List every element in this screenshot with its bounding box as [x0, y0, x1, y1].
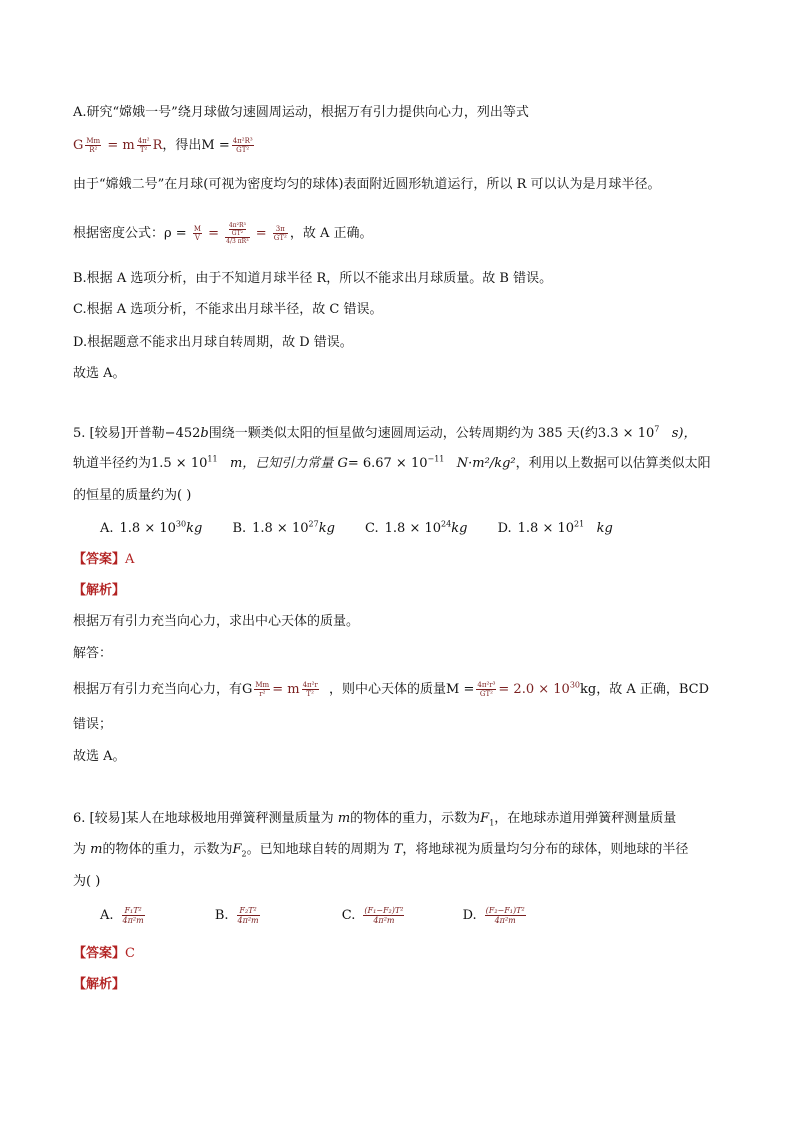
q6-line1-b: 的物体的重力，示数为	[350, 811, 481, 826]
q5-option-d-label: D.	[497, 521, 512, 536]
q5-solution-line-2: 错误；	[73, 717, 113, 732]
q5-sol-a: 根据万有引力充当向心力，有G	[73, 682, 253, 697]
q5-analysis-label: 【解析】	[73, 583, 126, 598]
s4-density-equation	[73, 222, 373, 245]
q6-line2-t: T	[393, 842, 403, 857]
q6-line2-f: F	[232, 842, 242, 857]
q6-option-d-frac	[485, 906, 526, 925]
q6-answer	[73, 945, 135, 963]
q6-options	[100, 906, 554, 925]
q5-analysis-text: 根据万有引力充当向心力，求出中心天体的质量。	[73, 614, 360, 629]
q5-line1-a: 5. [较易]开普勒−452	[73, 426, 201, 441]
q6-option-a-frac	[122, 906, 145, 925]
q5-stem-line-3: 的恒星的质量约为( )	[73, 488, 192, 503]
q5-line2-a: 轨道半径约为1.5 × 10	[73, 456, 208, 471]
q5-answer	[73, 551, 134, 569]
eq1-frac1-num: Mm	[86, 137, 101, 145]
eq1-mid: ，得出M =	[162, 138, 230, 153]
q5-sol-f1-num: Mm	[255, 681, 270, 689]
density-f1-den: V	[193, 233, 202, 242]
q6-option-b-num: F₂T²	[239, 906, 257, 915]
q5-option-d-base: 1.8 × 10	[517, 521, 575, 536]
q5-option-c-base: 1.8 × 10	[384, 521, 442, 536]
q6-answer-value: C	[125, 946, 135, 961]
q6-analysis-label: 【解析】	[73, 977, 126, 992]
q5-sol-b: ，则中心天体的质量M =	[329, 682, 475, 697]
s4-radius-text: 由于“嫦娥二号”在月球(可视为密度均匀的球体)表面附近圆形轨道运行，所以 R 可以认为是月球半径。	[73, 177, 661, 192]
q5-option-a-label: A.	[100, 521, 114, 536]
q5-line2-b: m，已知引力常量	[229, 456, 338, 471]
q5-stem-line-2	[73, 455, 711, 473]
q5-stem-line-1	[73, 425, 697, 443]
q6-line2-d: ，将地球视为质量均匀分布的球体，则地球的半径	[402, 842, 689, 857]
q5-option-b-label: B.	[232, 521, 247, 536]
q5-option-a[interactable]	[100, 520, 202, 538]
eq1-frac-result	[232, 137, 254, 154]
q5-option-c[interactable]	[365, 520, 467, 538]
q5-line1-d: s)，	[671, 426, 697, 441]
q5-option-c-exp: 24	[441, 519, 452, 529]
q5-answer-label: 【答案】	[73, 552, 126, 567]
q6-line1-f: F	[480, 811, 490, 826]
q6-option-b-frac	[237, 906, 260, 925]
density-prefix: 根据密度公式：ρ =	[73, 226, 187, 241]
q6-option-d-num: (F₂−F₁)T²	[485, 906, 525, 915]
density-nest-den: 4/3 πR³	[226, 238, 249, 245]
density-eq2: =	[255, 226, 267, 241]
q6-line2-a: 为	[73, 842, 91, 857]
density-eq: =	[208, 226, 220, 241]
q6-option-d[interactable]	[463, 906, 528, 925]
q5-option-d-exp: 21	[574, 519, 585, 529]
q6-option-d-den: 4π²m	[485, 915, 526, 925]
q5-sol-exp: 30	[569, 680, 580, 690]
q5-sol-f2-num: 4π²r	[302, 681, 318, 689]
q6-line1-c: ，在地球赤道用弹簧秤测量质量	[494, 811, 677, 826]
eq1-frac-mm-r2	[85, 137, 101, 154]
q6-option-b-label: B.	[214, 908, 229, 923]
q6-option-c-frac	[363, 906, 404, 925]
density-nest-inner	[229, 222, 246, 237]
density-nest-num-bot: GT²	[229, 229, 246, 237]
q5-sol-f1-den: r²	[254, 689, 270, 698]
q6-stem-line-3: 为( )	[73, 874, 101, 889]
density-nest-num	[225, 222, 249, 237]
q6-option-c-label: C.	[341, 908, 356, 923]
eq1-frac-4pi2-t2	[137, 137, 151, 154]
q6-option-a-den: 4π²m	[122, 916, 144, 925]
q6-option-d-label: D.	[462, 908, 477, 923]
s4-choose: 故选 A。	[73, 366, 126, 381]
density-frac-result	[273, 225, 288, 242]
q5-line2-g: G	[337, 456, 348, 471]
eq1-frac3-den: GT²	[232, 145, 254, 154]
eq1-frac2-den: T²	[137, 145, 151, 154]
q5-sol-frac-mm-r2	[254, 681, 270, 698]
q5-option-b-unit: kg	[318, 521, 335, 536]
density-nest-num-top: 4π²R³	[228, 222, 246, 229]
q6-option-a-label: A.	[100, 908, 114, 923]
q6-line2-b: 的物体的重力，示数为	[102, 842, 233, 857]
q5-sol-frac-4pi2r-t2	[302, 681, 319, 698]
q6-option-c[interactable]	[342, 906, 407, 925]
q5-line2-e: ，利用以上数据可以估算类似太阳	[515, 456, 711, 471]
q5-sol-f3-den: GT²	[476, 689, 496, 698]
q5-option-d-unit: kg	[596, 521, 613, 536]
q6-option-c-den: 4π²m	[363, 915, 404, 925]
q5-sol-frac-mass	[476, 681, 496, 698]
eq1-frac1-den: R²	[85, 145, 101, 154]
s4-equation-1	[73, 137, 256, 155]
q6-line1-sub: 1	[489, 818, 495, 828]
density-f3-num: 3π	[275, 225, 285, 233]
q5-sol-f2-den: T²	[302, 689, 319, 698]
q6-option-a-num: F₁T²	[124, 906, 142, 915]
q5-option-b-base: 1.8 × 10	[252, 521, 309, 536]
q6-option-a[interactable]	[100, 906, 147, 925]
q5-line2-exp2: −11	[427, 454, 445, 464]
s4-option-a-text: A.研究“嫦娥一号”绕月球做匀速圆周运动，根据万有引力提供向心力，列出等式	[73, 105, 529, 120]
q5-sol-eq: = m	[272, 682, 300, 697]
q5-sol-d: kg，故 A 正确，BCD	[580, 682, 710, 697]
q6-answer-label: 【答案】	[73, 946, 126, 961]
q5-option-d[interactable]	[498, 520, 613, 538]
q5-solve-label: 解答：	[73, 646, 113, 661]
q5-sol-c: = 2.0 × 10	[498, 682, 570, 697]
q5-option-b[interactable]	[232, 520, 334, 538]
density-nested-frac	[225, 222, 249, 245]
q6-option-c-num: (F₁−F₂)T²	[364, 906, 404, 915]
q5-option-c-label: C.	[365, 521, 379, 536]
q5-option-a-base: 1.8 × 10	[119, 521, 176, 536]
q6-option-b[interactable]	[215, 906, 262, 925]
density-frac-m-v	[193, 225, 202, 242]
s4-option-c-text: C.根据 A 选项分析，不能求出月球半径，故 C 错误。	[73, 302, 383, 317]
q5-line1-exp: 7	[654, 424, 660, 434]
q5-option-a-exp: 30	[175, 519, 187, 529]
s4-option-d-text: D.根据题意不能求出月球自转周期，故 D 错误。	[73, 335, 353, 350]
q6-line2-c: 。已知地球自转的周期为	[246, 842, 394, 857]
q6-line1-a: 6. [较易]某人在地球极地用弹簧秤测量质量为	[73, 811, 338, 826]
q6-option-b-den: 4π²m	[237, 916, 259, 925]
eq1-frac3-num: 4π²R³	[232, 137, 253, 145]
q6-stem-line-2	[73, 841, 688, 859]
q5-answer-value: A	[125, 552, 135, 567]
q5-sol-f3-num: 4π²r³	[477, 681, 496, 689]
q5-choose: 故选 A。	[73, 749, 126, 764]
eq1-eq: = m	[107, 138, 135, 153]
density-f1-num: M	[193, 225, 201, 233]
q5-solution-line-1	[73, 681, 709, 699]
q5-line2-c: = 6.67 × 10	[347, 456, 428, 471]
eq1-frac2-num: 4π²	[137, 137, 150, 145]
density-suffix: ，故 A 正确。	[289, 226, 373, 241]
s4-option-b-text: B.根据 A 选项分析，由于不知道月球半径 R，所以不能求出月球质量。故 B 错误。	[73, 271, 553, 286]
q5-options	[100, 520, 639, 538]
q5-option-a-unit: kg	[186, 521, 203, 536]
q5-option-b-exp: 27	[308, 519, 319, 529]
q6-line2-sub: 2	[241, 849, 247, 859]
q6-line1-m: m	[337, 811, 351, 826]
q5-line1-c: 围绕一颗类似太阳的恒星做匀速圆周运动，公转周期约为 385 天(约3.3 × 10	[208, 426, 655, 441]
q6-stem-line-1	[73, 810, 676, 828]
q5-line1-b: b	[200, 426, 209, 441]
q6-line2-m: m	[90, 842, 103, 857]
eq1-g: G	[73, 138, 84, 153]
density-f3-den: GT²	[273, 234, 287, 242]
q5-option-c-unit: kg	[451, 521, 468, 536]
q5-line2-exp: 11	[207, 454, 218, 464]
q5-line2-d: N·m²/kg²	[456, 456, 516, 471]
eq1-r: R	[152, 138, 163, 153]
